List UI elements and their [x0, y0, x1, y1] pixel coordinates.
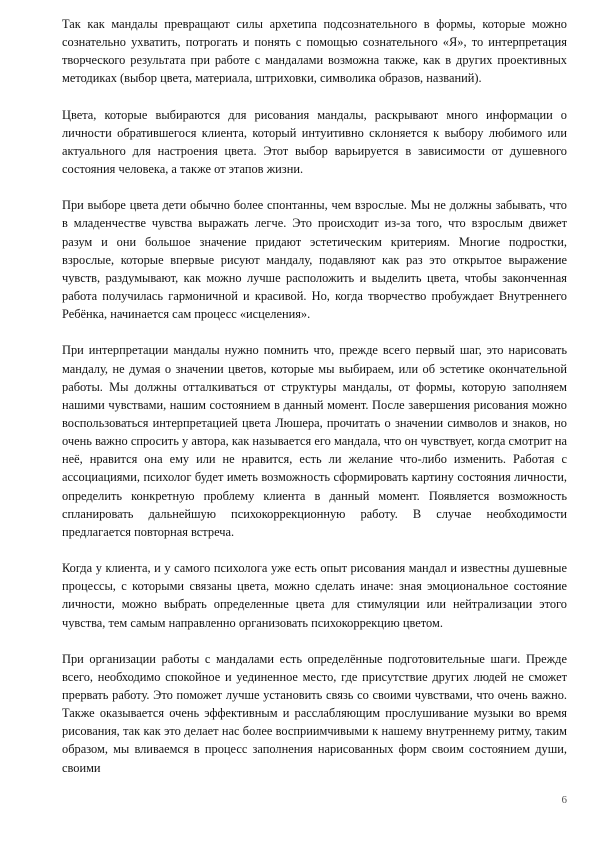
document-body	[62, 15, 567, 777]
paragraph-2: Цвета, которые выбираются для рисования мандалы, раскрывают много информации о личности обратившегося клиента, который интуитивно склоняется к выбору любимого или актуального для настроения цвета. Этот выбор варьируется в зависимости от душевного состояния человека, а также от этапов жизни.	[62, 107, 567, 177]
paragraph-3: При выборе цвета дети обычно более спонтанны, чем взрослые. Мы не должны забывать, что в младенчестве чувства выражать легче. Это происходит из-за того, что взрослым движет разум и они большое значение придают эстетическим критериям. Многие подростки, взрослые, которые впервые рисуют мандалу, подавляют как раз это открытое выражение чувств, раздумывают, как можно лучше расположить и выделить цвета, чтобы законченная работа получилась гармоничной и красивой. Но, когда творчество пробуждает Внутреннего Ребёнка, начинается сам процесс «исцеления».	[62, 198, 567, 322]
paragraph-6: При организации работы с мандалами есть определённые подготовительные шаги. Прежде всего, необходимо спокойное и уединенное место, где присутствие других людей не сможет прервать работу. Это поможет лучше установить связь со своими чувствами, что очень важно. Также оказывается очень эффективным и расслабляющим прослушивание музыки во время рисования, так как это делает нас более восприимчивыми к нашему внутреннему ритму, таким образом, мы вливаемся в процесс заполнения нарисованных форм своим состоянием души, своими	[62, 651, 567, 775]
paragraph-5: Когда у клиента, и у самого психолога уже есть опыт рисования мандал и известны душевные процессы, с которыми связаны цвета, можно сделать иначе: зная эмоциональное состояние личности, можно выбрать определенные цвета для стимуляции или нейтрализации этого чувства, тем самым направленно организовать психокоррекцию цветом.	[62, 561, 567, 630]
page-number: 6	[561, 794, 567, 806]
paragraph-4: При интерпретации мандалы нужно помнить что, прежде всего первый шаг, это нарисовать мандалу, не думая о значении цветов, которые мы выбираем, или об эстетике окончательной работы. Мы должны отталкиваться от структуры мандалы, от формы, которую заполняем нашими чувствами, нашим состоянием в данный момент. После завершения рисования можно воспользоваться интерпретацией цвета Люшера, прочитать о значении символов и знаков, но очень важно спросить у автора, как называется его мандала, что он чувствует, когда смотрит на неё, нравится она ему или не нравится, есть ли желание что-либо изменить. Работая с ассоциациями, психолог будет иметь возможность сформировать картину состояния личности, определить конкретную проблему клиента в данный момент. Появляется возможность спланировать дальнейшую психокоррекционную работу. В случае необходимости предлагается повторная встреча.	[62, 343, 567, 539]
paragraph-1: Так как мандалы превращают силы архетипа подсознательного в формы, которые можно сознательно ухватить, потрогать и понять с помощью сознательного «Я», то интерпретация творческого результата при работе с мандалами возможна также, как в других проективных методиках (выбор цвета, материала, штриховки, символика образов, названий).	[62, 17, 567, 86]
